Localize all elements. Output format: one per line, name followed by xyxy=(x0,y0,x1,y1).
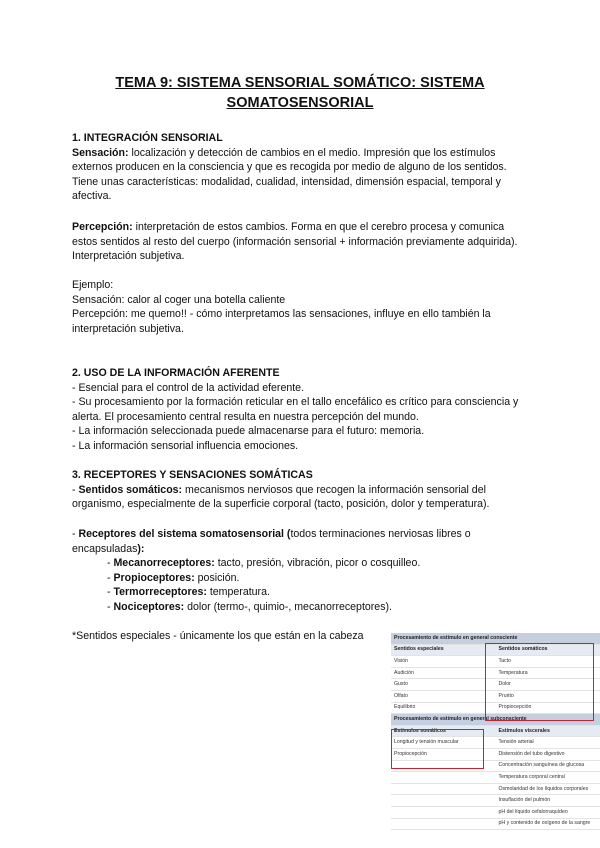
table-cell: Olfato xyxy=(391,690,496,702)
receptor-item xyxy=(72,556,532,571)
receptor-item xyxy=(72,585,532,600)
table-row xyxy=(391,806,600,818)
receptor-item xyxy=(72,600,532,615)
aferente-line: - La información seleccionada puede almacenarse para el futuro: memoria. xyxy=(72,425,425,437)
table-cell: Concentración sanguínea de glucosa xyxy=(496,760,600,772)
table-cell: Audición xyxy=(391,667,496,679)
receptor-text: posición. xyxy=(194,571,240,584)
highlight-sentidos-somaticos xyxy=(485,643,594,721)
table-cell: pH y contenido de oxígeno de la sangre xyxy=(496,818,600,830)
table-cell: Gusto xyxy=(391,679,496,691)
table-row xyxy=(391,772,600,784)
percepcion-block xyxy=(72,220,532,264)
receptores-paragraph xyxy=(72,527,532,556)
section-informacion-aferente xyxy=(72,366,532,453)
receptor-item xyxy=(72,571,532,586)
table-band-consciente: Procesamiento de estímulo en general consciente xyxy=(391,633,600,644)
table-cell: Temperatura corporal central xyxy=(496,772,600,784)
table-cell: Prurito xyxy=(496,690,600,702)
receptor-text: tacto, presión, vibración, picor o cosquilleo. xyxy=(214,557,421,569)
section-receptores xyxy=(72,468,532,512)
receptor-label: Propioceptores: xyxy=(113,571,195,584)
receptores-end: ): xyxy=(137,542,145,555)
receptor-text: temperatura. xyxy=(206,586,270,598)
bullet-dash: - xyxy=(107,571,114,584)
title-line-1: TEMA 9: SISTEMA SENSORIAL SOMÁTICO: SISTEMA xyxy=(115,75,485,91)
bullet-dash: - xyxy=(107,586,114,598)
section-integracion xyxy=(72,131,532,204)
table-cell: Propiocepción xyxy=(496,702,600,714)
title-line-2: SOMATOSENSORIAL xyxy=(226,95,374,111)
section-1-heading: 1. INTEGRACIÓN SENSORIAL xyxy=(72,132,223,144)
table-row xyxy=(391,795,600,807)
note-text: *Sentidos especiales - únicamente los que están en la cabeza xyxy=(72,630,364,642)
table-cell: pH del líquido cefalorraquídeo xyxy=(496,806,600,818)
percepcion-label: Percepción: xyxy=(72,221,133,233)
table-header-estimulos-somaticos: Estímulos somáticos xyxy=(391,725,496,737)
bullet-dash: - xyxy=(72,528,79,540)
section-3-heading: 3. RECEPTORES Y SENSACIONES SOMÁTICAS xyxy=(72,469,313,481)
sentidos-somaticos-label: Sentidos somáticos: xyxy=(78,483,183,496)
table-cell: Insuflación del pulmón xyxy=(496,795,600,807)
sensacion-paragraph xyxy=(72,146,532,204)
section-2-heading: 2. USO DE LA INFORMACIÓN AFERENTE xyxy=(72,367,280,379)
aferente-line: - Esencial para el control de la actividad eferente. xyxy=(72,381,305,394)
receptor-label: Termorreceptores: xyxy=(113,586,207,598)
table-cell: Longitud y tensión muscular xyxy=(391,737,496,749)
bullet-dash: - xyxy=(72,483,79,496)
percepcion-paragraph xyxy=(72,220,532,264)
bullet-dash: - xyxy=(107,600,114,613)
sensacion-label: Sensación: xyxy=(72,146,129,159)
highlight-estimulos-somaticos xyxy=(391,729,484,769)
page-title xyxy=(0,73,600,113)
table-band-subconsciente: Procesamiento de estímulo en general subconsciente xyxy=(391,714,600,726)
percepcion-text: interpretación de estos cambios. Forma en que el cerebro procesa y comunica estos sentidos al resto del cuerpo (información sensorial + información previamente adquirida). Interpretación subjetiva. xyxy=(72,221,518,262)
ejemplo-label: Ejemplo: xyxy=(72,279,114,291)
receptores-label: Receptores del sistema somatosensorial ( xyxy=(78,528,291,540)
sentidos-especiales-note xyxy=(72,629,392,644)
receptor-label: Nociceptores: xyxy=(113,600,185,613)
sentidos-somaticos-paragraph xyxy=(72,483,532,512)
receptores-block xyxy=(72,527,532,614)
table-header-estimulos-viscerales: Estímulos viscerales xyxy=(496,725,600,737)
table-header-somaticos: Sentidos somáticos xyxy=(496,644,600,656)
table-cell: Visión xyxy=(391,656,496,668)
ejemplo-sensacion: Sensación: calor al coger una botella caliente xyxy=(72,293,286,306)
receptor-label: Mecanorreceptores: xyxy=(113,557,215,569)
table-row xyxy=(391,783,600,795)
aferente-line: - Su procesamiento por la formación reticular en el tallo encefálico es crítico para consciencia y alerta. El procesamiento central resulta en nuestra percepción del mundo. xyxy=(72,396,519,423)
receptor-text: dolor (termo-, quimio-, mecanorreceptores). xyxy=(184,600,392,613)
table-cell: Tensión arterial xyxy=(496,737,600,749)
table-cell: Osmolaridad de los líquidos corporales xyxy=(496,783,600,795)
table-cell xyxy=(391,795,496,807)
table-cell xyxy=(391,772,496,784)
table-cell xyxy=(391,818,496,830)
table-cell xyxy=(391,806,496,818)
table-cell: Dolor xyxy=(496,679,600,691)
table-cell: Tacto xyxy=(496,656,600,668)
ejemplo-block xyxy=(72,278,532,336)
bullet-dash: - xyxy=(107,557,114,569)
sensacion-text: localización y detección de cambios en el medio. Impresión que los estímulos externos producen en la consciencia y que es recogida por medio de alguno de los sentidos. Tiene unas características: modalidad, cualidad, intensidad, dimensión espacial, temporal y afectiva. xyxy=(72,146,507,202)
aferente-line: - La información sensorial influencia emociones. xyxy=(72,439,299,452)
sentidos-somaticos-text: mecanismos nerviosos que recogen la información sensorial del organismo, especialmente de la superficie corporal (tacto, posición, dolor y temperatura). xyxy=(72,483,490,510)
table-cell: Temperatura xyxy=(496,667,600,679)
table-cell xyxy=(391,783,496,795)
table-cell: Propiocepción xyxy=(391,748,496,760)
table-header-especiales: Sentidos especiales xyxy=(391,644,496,656)
ejemplo-percepcion: Percepción: me quemo!! - cómo interpretamos las sensaciones, influye en ello también la interpretación subjetiva. xyxy=(72,308,491,335)
receptores-text: todos terminaciones nerviosas libres o encapsuladas xyxy=(72,528,471,555)
table-cell: Equilibrio xyxy=(391,702,496,714)
table-row xyxy=(391,818,600,830)
table-cell: Distensión del tubo digestivo xyxy=(496,748,600,760)
